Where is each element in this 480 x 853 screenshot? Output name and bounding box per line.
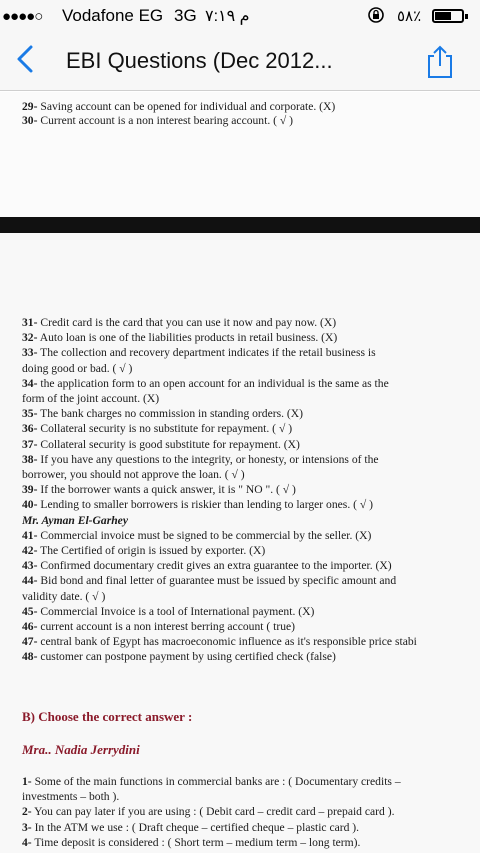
question-line: [22, 619, 480, 634]
question-text: The Certified of origin is issued by exporter. (X): [37, 544, 266, 558]
question-line: [22, 835, 480, 850]
question-number: 47-: [22, 635, 38, 649]
back-button[interactable]: [14, 44, 36, 79]
question-line: [22, 649, 480, 664]
question-text: Bid bond and final letter of guarantee must be issued by specific amount and: [37, 574, 397, 588]
question-line: [22, 589, 480, 604]
question-number: 39-: [22, 483, 38, 497]
question-text: Collateral security is good substitute for repayment. (X): [37, 437, 300, 451]
question-line: [22, 543, 480, 558]
document-page-1: [0, 92, 480, 217]
question-text: The bank charges no commission in standing orders. (X): [37, 407, 304, 421]
question-text: Credit card is the card that you can use it now and pay now. (X): [37, 316, 337, 329]
document-page-2: [0, 233, 480, 853]
share-icon: [424, 44, 456, 80]
question-line: [22, 437, 480, 452]
question-line: [22, 804, 480, 819]
question-line: [22, 774, 480, 789]
question-line: [22, 114, 480, 128]
question-text: central bank of Egypt has macroeconomic influence as it's responsible price stabi: [37, 635, 417, 649]
question-line: [22, 467, 480, 482]
question-line: [22, 330, 480, 345]
page-title: EBI Questions (Dec 2012...: [66, 48, 333, 73]
question-text: customer can postpone payment by using certified check (false): [37, 650, 336, 664]
question-line: [22, 345, 480, 360]
question-text: If the borrower wants a quick answer, it is " NO ". ( √ ): [37, 483, 296, 497]
question-number: 45-: [22, 604, 38, 618]
question-number: 3-: [22, 820, 32, 834]
question-text: If you have any questions to the integrity, or honesty, or intensions of the: [37, 452, 379, 466]
question-number: 1-: [22, 775, 32, 788]
question-text: Collateral security is no substitute for repayment. ( √ ): [37, 422, 293, 436]
question-text: validity date. ( √ ): [22, 589, 106, 603]
question-line: [22, 376, 480, 391]
signal-strength-icon: ●●●●○: [2, 8, 43, 25]
battery-icon: [432, 9, 464, 23]
question-text: current account is a non interest berring account ( true): [37, 620, 295, 634]
question-line: [22, 315, 480, 330]
question-text: Lending to smaller borrowers is riskier than lending to larger ones. ( √ ): [37, 498, 373, 512]
section-author: Mra.. Nadia Jerrydini: [22, 742, 140, 757]
question-line: [22, 497, 480, 512]
question-line: [22, 789, 480, 804]
question-text: Auto loan is one of the liabilities products in retail business. (X): [37, 331, 338, 345]
status-bar: [0, 0, 480, 34]
question-list-page-2: [22, 315, 480, 665]
question-line: [22, 820, 480, 835]
question-number: 4-: [22, 835, 32, 849]
question-line: [22, 421, 480, 436]
question-text: Commercial invoice must be signed to be commercial by the seller. (X): [37, 528, 372, 542]
question-number: 48-: [22, 650, 38, 664]
question-text: the application form to an open account for an individual is the same as the: [37, 376, 389, 390]
question-text: Commercial Invoice is a tool of International payment. (X): [37, 604, 315, 618]
question-number: 29-: [22, 100, 38, 113]
question-number: 40-: [22, 498, 38, 512]
question-text: The collection and recovery department indicates if the retail business is: [37, 346, 376, 360]
question-line: [22, 406, 480, 421]
question-line: [22, 391, 480, 406]
question-text: Saving account can be opened for individual and corporate. (X): [37, 100, 336, 113]
navigation-bar: [0, 34, 480, 91]
question-line: [22, 528, 480, 543]
question-text: Some of the main functions in commercial banks are : ( Documentary credits –: [31, 775, 401, 788]
share-button[interactable]: [424, 44, 456, 80]
question-line: [22, 100, 480, 114]
carrier-name: Vodafone EG: [62, 6, 164, 25]
page-divider: [0, 217, 480, 233]
question-number: 43-: [22, 559, 38, 573]
question-number: 44-: [22, 574, 38, 588]
question-number: 34-: [22, 376, 38, 390]
question-number: 38-: [22, 452, 38, 466]
question-line: [22, 573, 480, 588]
question-line: [22, 604, 480, 619]
question-number: 36-: [22, 422, 38, 436]
question-text: doing good or bad. ( √ ): [22, 361, 133, 375]
question-text: Time deposit is considered : ( Short term – medium term – long term).: [31, 835, 361, 849]
rotation-lock-icon: [367, 6, 385, 29]
question-number: 2-: [22, 805, 32, 819]
section-heading: B) Choose the correct answer :: [22, 709, 193, 724]
question-number: 32-: [22, 331, 38, 345]
question-line: [22, 361, 480, 376]
network-type: 3G: [174, 6, 197, 25]
question-line: [22, 452, 480, 467]
question-text: Confirmed documentary credit gives an extra guarantee to the importer. (X): [37, 559, 392, 573]
question-text: form of the joint account. (X): [22, 392, 160, 406]
question-line: [22, 513, 480, 528]
question-line: [22, 558, 480, 573]
question-number: 46-: [22, 620, 38, 634]
question-number: 33-: [22, 346, 38, 360]
question-list-page-3: [22, 774, 480, 850]
question-number: 31-: [22, 316, 38, 329]
question-number: 37-: [22, 437, 38, 451]
question-list-page-1: [22, 100, 480, 127]
question-line: [22, 482, 480, 497]
question-text: investments – both ).: [22, 790, 120, 804]
question-text: Current account is a non interest bearing account. ( √ ): [37, 113, 294, 127]
author-name: Mr. Ayman El-Garhey: [22, 513, 128, 527]
question-number: 42-: [22, 544, 38, 558]
question-text: You can pay later if you are using : ( Debit card – credit card – prepaid card ).: [31, 805, 395, 819]
clock: م ٧:١٩: [205, 8, 250, 25]
chevron-left-icon: [14, 44, 36, 74]
question-number: 41-: [22, 528, 38, 542]
question-text: In the ATM we use : ( Draft cheque – certified cheque – plastic card ).: [31, 820, 360, 834]
question-number: 35-: [22, 407, 38, 421]
question-text: borrower, you should not approve the loan. ( √ ): [22, 468, 245, 482]
battery-percent: ٥٨٪: [397, 8, 422, 25]
question-number: 30-: [22, 113, 38, 127]
question-line: [22, 634, 480, 649]
